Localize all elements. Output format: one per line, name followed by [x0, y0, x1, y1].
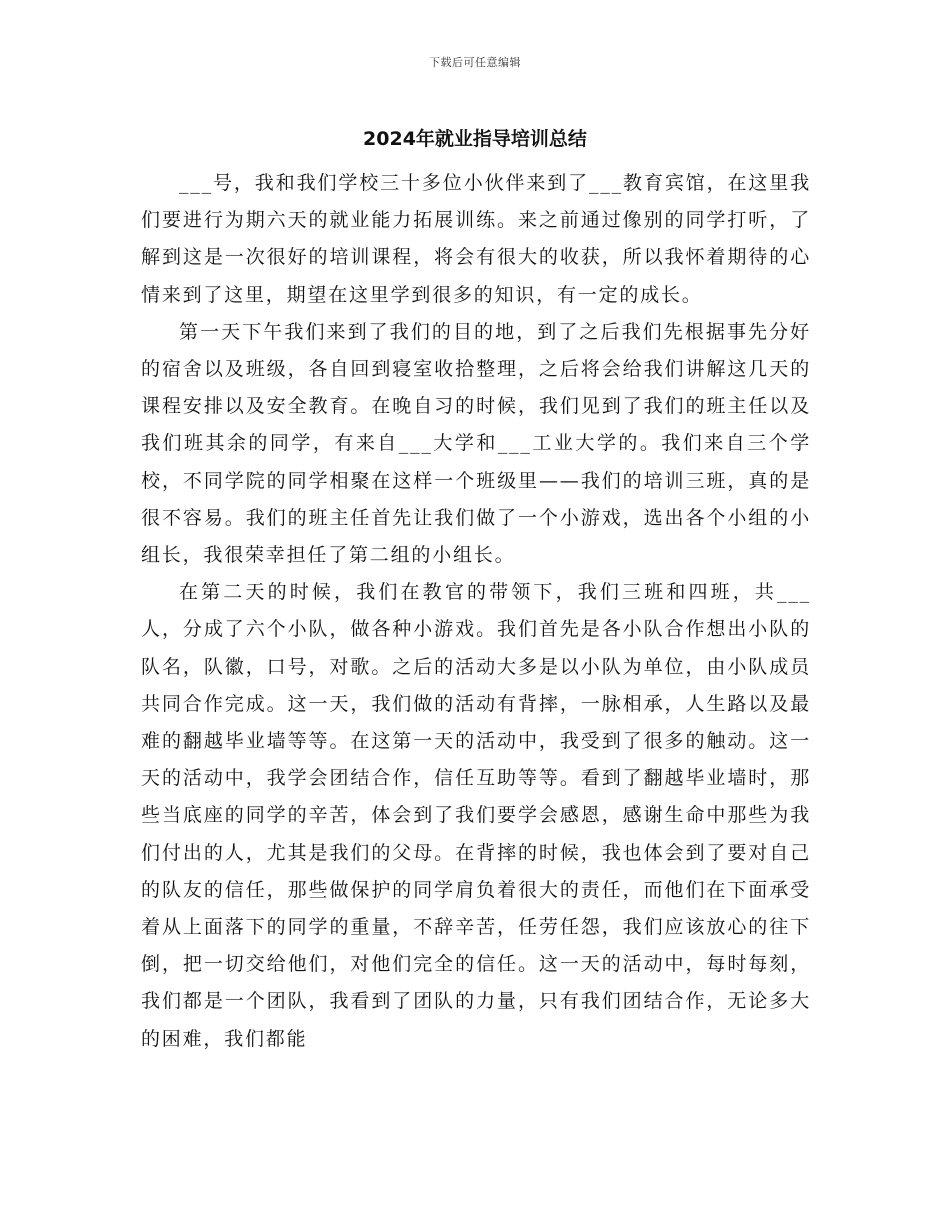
paragraph-1: ___号，我和我们学校三十多位小伙伴来到了___教育宾馆，在这里我们要进行为期六天的就业能力拓展训练。来之前通过像别的同学打听，了解到这是一次很好的培训课程，将会有很大的收获，所以我怀着期待的心情来到了这里，期望在这里学到很多的知识，有一定的成长。: [141, 172, 811, 306]
page-header-note: 下载后可任意编辑: [429, 56, 521, 69]
paragraph-2: 第一天下午我们来到了我们的目的地，到了之后我们先根据事先分好的宿舍以及班级，各自回到寝室收拾整理，之后将会给我们讲解这几天的课程安排以及安全教育。在晚自习的时候，我们见到了我们的班主任以及我们班其余的同学，有来自___大学和___工业大学的。我们来自三个学校，不同学院的同学相聚在这样一个班级里——我们的培训三班，真的是很不容易。我们的班主任首先让我们做了一个小游戏，选出各个小组的小组长，我很荣幸担任了第二组的小组长。: [141, 320, 811, 567]
paragraph-3: 在第二天的时候，我们在教官的带领下，我们三班和四班，共___人，分成了六个小队，做各种小游戏。我们首先是各小队合作想出小队的队名，队徽，口号，对歌。之后的活动大多是以小队为单位，由小队成员共同合作完成。这一天，我们做的活动有背摔，一脉相承，人生路以及最难的翻越毕业墙等等。在这第一天的活动中，我受到了很多的触动。这一天的活动中，我学会团结合作，信任互助等等。看到了翻越毕业墙时，那些当底座的同学的辛苦，体会到了我们要学会感恩，感谢生命中那些为我们付出的人，尤其是我们的父母。在背摔的时候，我也体会到了要对自己的队友的信任，那些做保护的同学肩负着很大的责任，而他们在下面承受着从上面落下的同学的重量，不辞辛苦，任劳任怨，我们应该放心的往下倒，把一切交给他们，对他们完全的信任。这一天的活动中，每时每刻，我们都是一个团队，我看到了团队的力量，只有我们团结合作，无论多大的困难，我们都能: [141, 581, 811, 1050]
document-body: [141, 165, 811, 1058]
document-title: 2024年就业指导培训总结: [363, 128, 587, 150]
